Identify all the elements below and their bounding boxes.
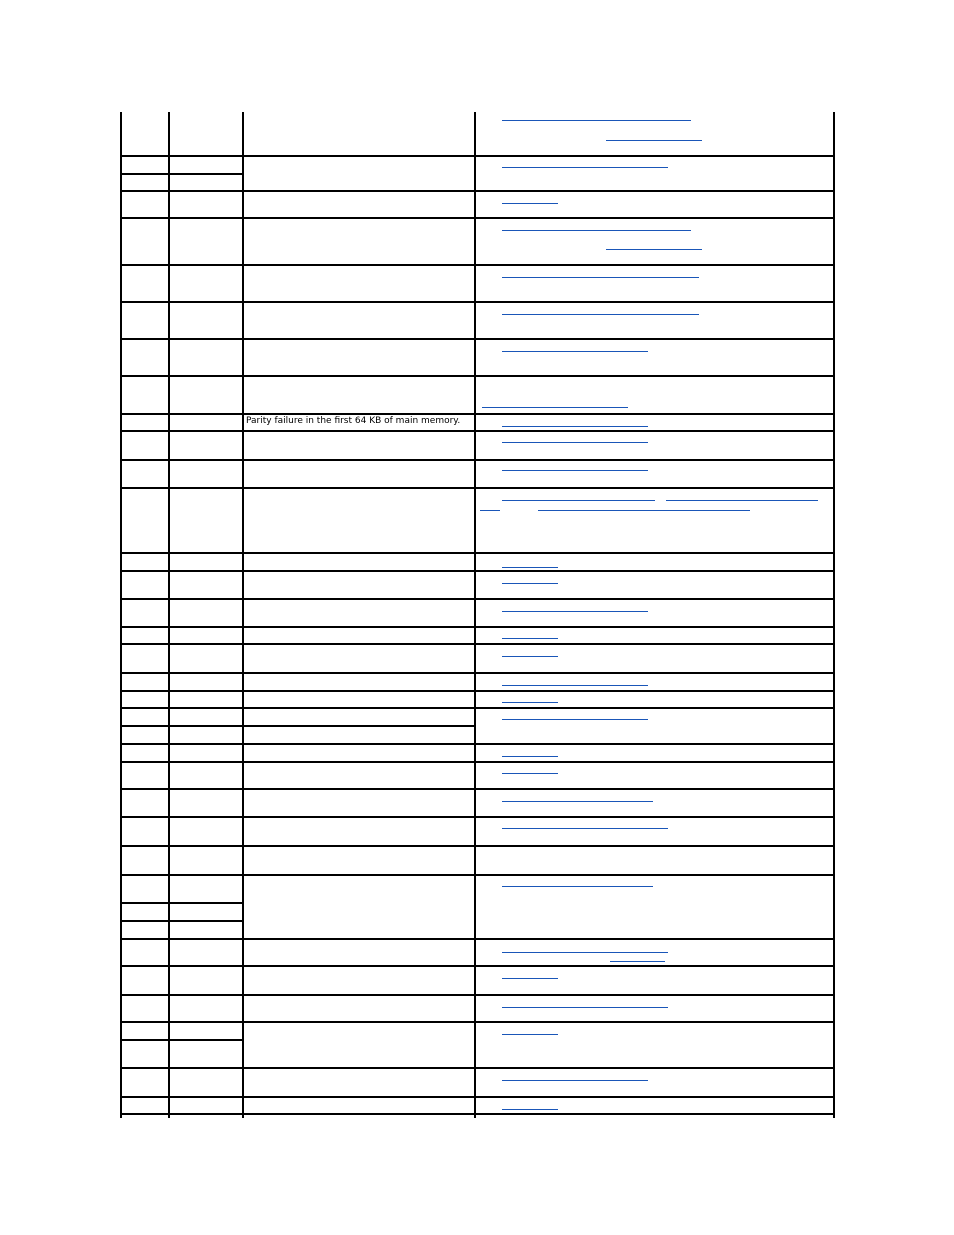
table-row-rule — [120, 938, 834, 940]
hyperlink-underline[interactable] — [502, 442, 648, 443]
hyperlink-underline[interactable] — [502, 1109, 558, 1110]
hyperlink-underline[interactable] — [606, 249, 702, 250]
table-row-rule — [120, 816, 834, 818]
hyperlink-underline[interactable] — [502, 719, 648, 720]
hyperlink-underline[interactable] — [502, 426, 648, 427]
hyperlink-underline[interactable] — [502, 351, 648, 352]
table-row-rule — [120, 375, 834, 377]
table-subrow-rule — [120, 725, 474, 727]
table-row-rule — [120, 707, 834, 709]
hyperlink-underline[interactable] — [502, 638, 558, 639]
table-row-rule — [120, 301, 834, 303]
hyperlink-underline[interactable] — [502, 828, 668, 829]
hyperlink-underline[interactable] — [502, 1007, 668, 1008]
table-subrow-rule — [120, 920, 242, 922]
table-row-rule — [120, 552, 834, 554]
table-row-rule — [120, 845, 834, 847]
hyperlink-underline[interactable] — [502, 978, 558, 979]
hyperlink-underline[interactable] — [502, 230, 691, 231]
table-column-rule — [474, 112, 476, 1118]
table-column-rule — [168, 112, 170, 1118]
table-row-rule — [120, 487, 834, 489]
hyperlink-underline[interactable] — [502, 886, 653, 887]
table-row-rule — [120, 761, 834, 763]
hyperlink-underline[interactable] — [502, 702, 558, 703]
hyperlink-underline[interactable] — [502, 167, 668, 168]
table-row-rule — [120, 626, 834, 628]
table-subrow-rule — [120, 902, 242, 904]
table-row-rule — [120, 190, 834, 192]
hyperlink-underline[interactable] — [502, 314, 699, 315]
hyperlink-underline[interactable] — [502, 567, 558, 568]
table-column-rule — [242, 112, 244, 1118]
table-column-rule — [120, 112, 122, 1118]
hyperlink-underline[interactable] — [502, 685, 648, 686]
hyperlink-underline[interactable] — [480, 510, 500, 511]
hyperlink-underline[interactable] — [502, 277, 699, 278]
hyperlink-underline[interactable] — [502, 773, 558, 774]
table-row-rule — [120, 743, 834, 745]
table-row-rule — [120, 874, 834, 876]
table-row-rule — [120, 570, 834, 572]
table-row-rule — [120, 430, 834, 432]
table-subrow-rule — [120, 1039, 242, 1041]
hyperlink-underline[interactable] — [482, 407, 628, 408]
table-row-rule — [120, 1096, 834, 1098]
table-row-rule — [120, 598, 834, 600]
table-row-rule — [120, 413, 834, 415]
table-row-rule — [120, 264, 834, 266]
hyperlink-underline[interactable] — [502, 801, 653, 802]
table-row-rule — [120, 643, 834, 645]
hyperlink-underline[interactable] — [502, 756, 558, 757]
hyperlink-underline[interactable] — [502, 656, 558, 657]
table-row-rule — [120, 1021, 834, 1023]
table-subrow-rule — [120, 173, 242, 175]
table-row-rule — [120, 788, 834, 790]
table-cell-description: Parity failure in the first 64 KB of main memory. — [246, 416, 461, 426]
hyperlink-underline[interactable] — [606, 140, 702, 141]
hyperlink-underline[interactable] — [502, 500, 655, 501]
table-row-rule — [120, 459, 834, 461]
table-row-rule — [120, 690, 834, 692]
hyperlink-underline[interactable] — [502, 203, 558, 204]
hyperlink-underline[interactable] — [502, 1034, 558, 1035]
hyperlink-underline[interactable] — [502, 611, 648, 612]
hyperlink-underline[interactable] — [502, 583, 558, 584]
hyperlink-underline[interactable] — [502, 1080, 648, 1081]
hyperlink-underline[interactable] — [538, 510, 750, 511]
table-row-rule — [120, 965, 834, 967]
hyperlink-underline[interactable] — [666, 500, 818, 501]
table-row-rule — [120, 1113, 834, 1115]
table-row-rule — [120, 217, 834, 219]
table-row-rule — [120, 338, 834, 340]
table-row-rule — [120, 672, 834, 674]
table-row-rule — [120, 1067, 834, 1069]
hyperlink-underline[interactable] — [502, 120, 691, 121]
table-column-rule — [833, 112, 835, 1118]
hyperlink-underline[interactable] — [502, 952, 668, 953]
hyperlink-underline[interactable] — [502, 470, 648, 471]
table-row-rule — [120, 994, 834, 996]
hyperlink-underline[interactable] — [610, 961, 665, 962]
table-row-rule — [120, 155, 834, 157]
